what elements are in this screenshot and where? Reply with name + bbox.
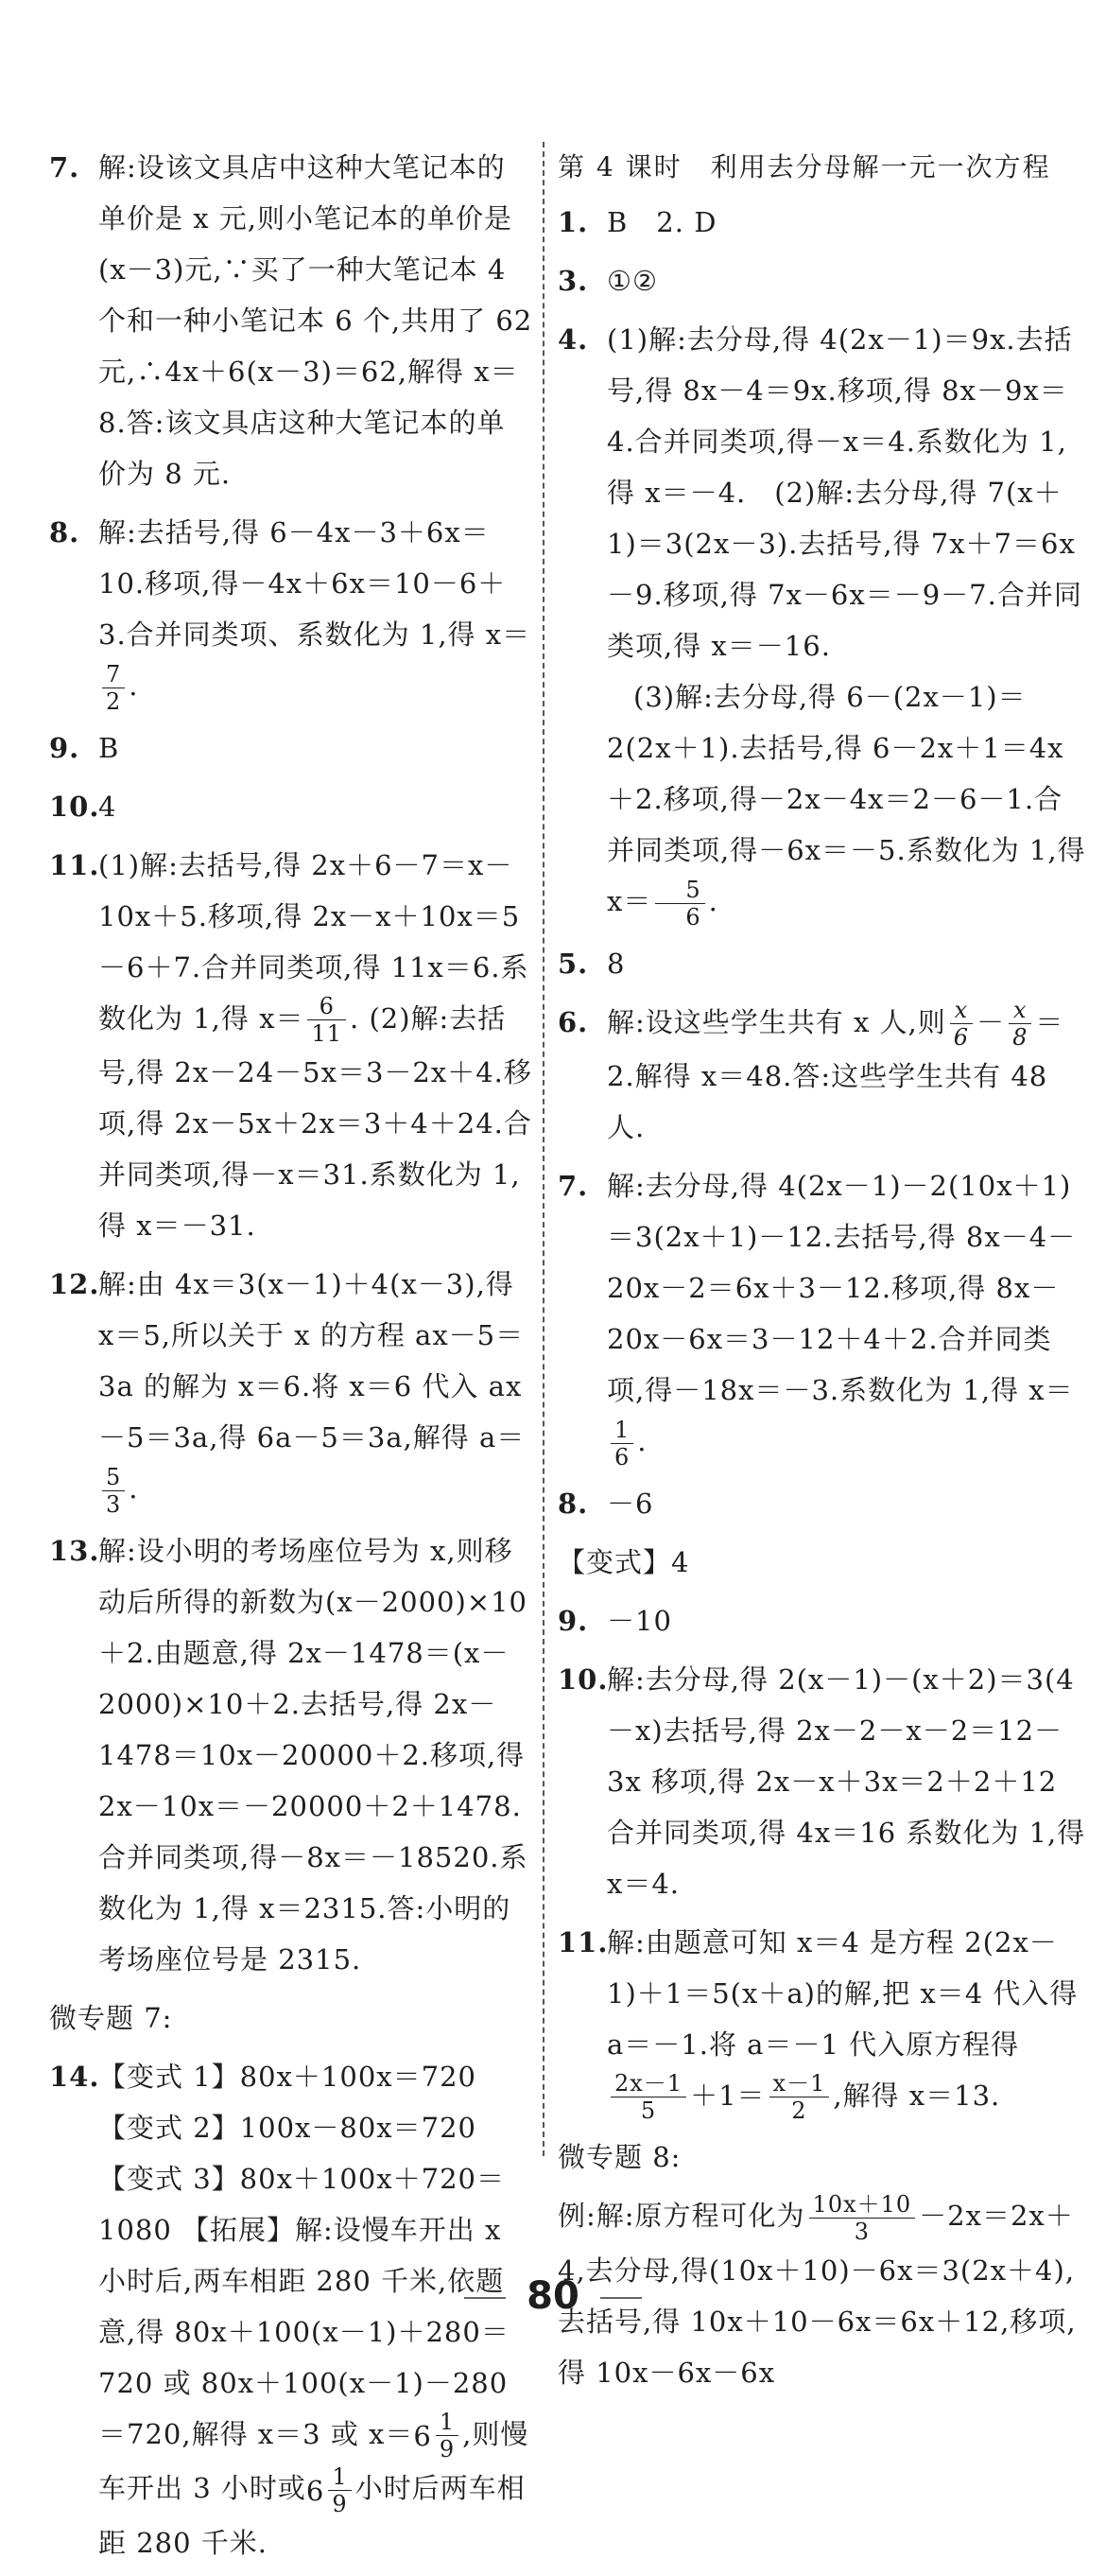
fraction: $\frac{10x+10}{3}$ bbox=[809, 2191, 916, 2245]
answer-13: 13. 解:设小明的考场座位号为 x,则移动后所得的新数为(x－2000)×10＋2.由题意,得 2x－1478＝(x－2000)×10＋2.去括号,得 2x－1478＝10x－20000＋2.移项,得 2x－10x＝－20000＋2＋1478.合并同类项,得－8x＝－18520.系数化为 1,得 x＝2315.答:小明的考场座位号是 2315. bbox=[49, 1534, 528, 1976]
answer-8-right: 8. －6 bbox=[558, 1487, 654, 1520]
fraction: $\frac{6}{11}$ bbox=[307, 993, 346, 1047]
answer-5: 5. 8 bbox=[558, 947, 626, 980]
footer-dash-left bbox=[464, 2297, 506, 2299]
special-topic-7-heading: 微专题 7: bbox=[49, 2001, 173, 2034]
fraction: $\frac{1}{6}$ bbox=[611, 1417, 633, 1471]
fraction: $\frac{x-1}{2}$ bbox=[769, 2070, 830, 2124]
fraction: $\frac{x}{6}$ bbox=[950, 997, 973, 1051]
answer-11-right: 11. 解:由题意可知 x＝4 是方程 2(2x－1)＋1＝5(x＋a)的解,把 x＝4 代入得 a＝－1.将 a＝－1 代入原方程得 $\frac{2x-1}{5}$ ＋1＝ $\frac{x-1}{2}$ ,解得 x＝13. bbox=[558, 1925, 1079, 2124]
page-number-footer bbox=[0, 2274, 1106, 2318]
answer-11: 11. (1)解:去括号,得 2x＋6－7＝x－10x＋5.移项,得 2x－x＋10x＝5－6＋7.合并同类项,得 11x＝6.系数化为 1,得 x＝ $\frac{6}{11}$ . (2)解:去括号,得 2x－24－5x＝3－2x＋4.移项,得 2x－5x＋2x＝3＋4＋24.合并同类项,得－x＝31.系数化为 1,得 x＝－31. bbox=[49, 848, 532, 1242]
variant-answer: 【变式】4 bbox=[558, 1545, 690, 1578]
answer-14: 14. 【变式 1】80x＋100x＝720 【变式 2】100x－80x＝720 【变式 3】80x＋100x＋720＝1080 【拓展】解:设慢车开出 x 小时后,两车相距 280 千米,依题意,得 80x＋100(x－1)＋280＝720 或 80x＋100(x－1)－280＝720,解得 x＝3 或 x＝6 $\frac{1}{9}$ ,则慢车开出 3 小时或6 $\frac{1}{9}$ 小时后两车相距 280 千米. bbox=[49, 2060, 529, 2559]
answer-7: 7. 解:设该文具店中这种大笔记本的单价是 x 元,则小笔记本的单价是(x－3)元,∵买了一种大笔记本 4 个和一种小笔记本 6 个,共用了 62 元,∴4x＋6(x－3)＝62,解得 x＝8.答:该文具店这种大笔记本的单价为 8 元. bbox=[49, 151, 533, 490]
answer-6: 6. 解:设这些学生共有 x 人,则 $\frac{x}{6}$ － $\frac{x}{8}$ ＝2.解得 x＝48.答:这些学生共有 48 人. bbox=[558, 997, 1064, 1143]
lesson-title: 第 4 课时 利用去分母解一元一次方程 bbox=[558, 151, 1051, 183]
right-column bbox=[558, 142, 1087, 2406]
answer-4: 4. (1)解:去分母,得 4(2x－1)＝9x.去括号,得 8x－4＝9x.移项,得 8x－9x＝4.合并同类项,得－x＝4.系数化为 1,得 x＝－4. (2)解:去分母,得 7(x＋1)＝3(2x－3).去括号,得 7x＋7＝6x－9.移项,得 7x－6x＝－9－7.合并同类项,得 x＝－16. (3)解:去分母,得 6－(2x－1)＝2(2x＋1).去括号,得 6－2x＋1＝4x＋2.移项,得－2x－4x＝2－6－1.合并同类项,得－6x＝－5.系数化为 1,得 x＝ $\frac{5}{6}$ . bbox=[558, 323, 1086, 931]
example-solution: 例:解:原方程可化为 $\frac{10x+10}{3}$ －2x＝2x＋4,去分母,得(10x＋10)－6x＝3(2x＋4),去括号,得 10x＋10－6x＝6x＋12,移项,得 10x－6x－6x bbox=[558, 2190, 1077, 2389]
special-topic-8-heading: 微专题 8: bbox=[558, 2141, 682, 2173]
mixed-number: 6 $\frac{1}{9}$ bbox=[413, 2409, 462, 2463]
answer-8: 8. 解:去括号,得 6－4x－3＋6x＝10.移项,得－4x＋6x＝10－6＋3.合并同类项、系数化为 1,得 x＝ $\frac{7}{2}$ . bbox=[49, 516, 531, 715]
page-number: 80 bbox=[527, 2274, 579, 2318]
answer-9-right: 9. －10 bbox=[558, 1604, 672, 1637]
fraction: $\frac{5}{6}$ bbox=[655, 877, 704, 931]
left-column bbox=[49, 142, 533, 2576]
answer-7-right: 7. 解:去分母,得 4(2x－1)－2(10x＋1)＝3(2x＋1)－12.去括号,得 8x－4－20x－2＝6x＋3－12.移项,得 8x－20x－6x＝3－12＋4＋2.合并同类项,得－18x＝－3.系数化为 1,得 x＝ $\frac{1}{6}$ . bbox=[558, 1170, 1077, 1471]
answer-12: 12. 解:由 4x＝3(x－1)＋4(x－3),得 x＝5,所以关于 x 的方程 ax－5＝3a 的解为 x＝6.将 x＝6 代入 ax－5＝3a,得 6a－5＝3a,解得 a＝ $\frac{5}{3}$ . bbox=[49, 1268, 526, 1518]
column-divider bbox=[543, 142, 544, 2156]
answer-3: 3. ①② bbox=[558, 265, 658, 297]
fraction: $\frac{7}{2}$ bbox=[102, 661, 125, 715]
footer-dash-right bbox=[600, 2297, 642, 2299]
fraction: $\frac{5}{3}$ bbox=[102, 1464, 125, 1518]
answer-4-part-3: (3)解:去分母,得 6－(2x－1)＝2(2x＋1).去括号,得 6－2x＋1＝4x＋2.移项,得－2x－4x＝2－6－1.合并同类项,得－6x＝－5.系数化为 1,得 x＝ $\frac{5}{6}$ . bbox=[607, 681, 1086, 931]
fraction: $\frac{2x-1}{5}$ bbox=[611, 2070, 686, 2124]
answer-10-right: 10. 解:去分母,得 2(x－1)－(x＋2)＝3(4－x)去括号,得 2x－2－x－2＝12－3x 移项,得 2x－x＋3x＝2＋2＋12 合并同类项,得 4x＝16 系数化为 1,得 x＝4. bbox=[558, 1662, 1086, 1900]
answer-1-2: 1. B 2. D bbox=[558, 206, 717, 238]
fraction: $\frac{x}{8}$ bbox=[1009, 997, 1031, 1051]
answer-9: 9. B bbox=[49, 731, 120, 764]
answer-10: 10. 4 bbox=[49, 790, 117, 823]
mixed-number: 6 $\frac{1}{9}$ bbox=[306, 2463, 355, 2518]
